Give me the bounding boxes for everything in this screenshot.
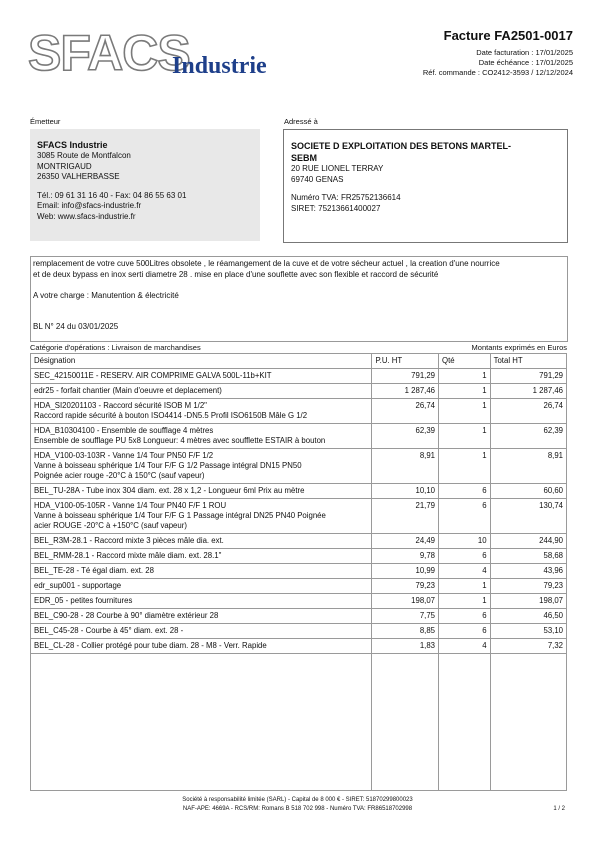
emitter-phone: Tél.: 09 61 31 16 40 - Fax: 04 86 55 63 01 — [37, 190, 187, 200]
table-filler-cell — [439, 654, 491, 791]
cell-unit-price: 21,79 — [372, 499, 439, 534]
header-quantity: Qté — [439, 354, 491, 369]
cell-total: 58,68 — [490, 549, 566, 564]
cell-quantity: 6 — [439, 624, 491, 639]
recipient-name: SOCIETE D EXPLOITATION DES BETONS MARTEL- — [291, 141, 512, 151]
table-row — [31, 499, 567, 534]
cell-unit-price: 1,83 — [372, 639, 439, 654]
cell-quantity: 6 — [439, 484, 491, 499]
cell-unit-price: 9,78 — [372, 549, 439, 564]
table-header-row — [31, 354, 567, 369]
company-logo-industrie: Industrie — [172, 53, 267, 79]
table-row — [31, 369, 567, 384]
table-row — [31, 424, 567, 449]
cell-designation: edr25 - forfait chantier (Main d'oeuvre et deplacement) — [31, 384, 372, 399]
emitter-email: Email: info@sfacs-industrie.fr — [37, 201, 142, 210]
cell-unit-price: 24,49 — [372, 534, 439, 549]
cell-designation: SEC_42150011E - RESERV. AIR COMPRIME GALVA 500L-11b+KIT — [31, 369, 372, 384]
currency-note: Montants exprimés en Euros — [471, 343, 567, 352]
emitter-label: Émetteur — [30, 117, 61, 126]
recipient-siret: SIRET: 75213661400027 — [291, 203, 381, 213]
cell-total: 791,29 — [490, 369, 566, 384]
table-filler-cell — [31, 654, 372, 791]
table-row — [31, 449, 567, 484]
header-designation: Désignation — [31, 354, 372, 369]
recipient-box — [283, 129, 568, 243]
cell-quantity: 6 — [439, 609, 491, 624]
table-row — [31, 639, 567, 654]
cell-quantity: 4 — [439, 564, 491, 579]
cell-designation: BEL_TU-28A - Tube inox 304 diam. ext. 28 x 1,2 - Longueur 6ml Prix au mètre — [31, 484, 372, 499]
cell-quantity: 1 — [439, 579, 491, 594]
operation-category: Catégorie d'opérations : Livraison de marchandises — [30, 343, 201, 352]
emitter-address2: MONTRIGAUD — [37, 161, 92, 171]
cell-quantity: 1 — [439, 594, 491, 609]
cell-total: 79,23 — [490, 579, 566, 594]
table-row — [31, 624, 567, 639]
table-row — [31, 399, 567, 424]
recipient-address2: 69740 GENAS — [291, 174, 344, 184]
cell-total: 198,07 — [490, 594, 566, 609]
cell-quantity: 4 — [439, 639, 491, 654]
emitter-web: Web: www.sfacs-industrie.fr — [37, 211, 136, 221]
delivery-note: BL N° 24 du 03/01/2025 — [33, 322, 119, 331]
description-box — [30, 256, 568, 342]
order-reference: Réf. commande : CO2412-3593 / 12/12/2024 — [422, 68, 573, 77]
cell-designation: EDR_05 - petites fournitures — [31, 594, 372, 609]
cell-quantity: 6 — [439, 549, 491, 564]
description-line: et de deux bypass en inox serti diametre 28 . mise en place d'une souflette avec son flexible et raccord de sécurité — [33, 270, 439, 279]
table-row — [31, 609, 567, 624]
cell-quantity: 1 — [439, 399, 491, 424]
cell-designation: BEL_C45-28 - Courbe à 45° diam. ext. 28 - — [31, 624, 372, 639]
table-row — [31, 484, 567, 499]
cell-quantity: 1 — [439, 424, 491, 449]
cell-designation: BEL_R3M-28.1 - Raccord mixte 3 pièces mâle dia. ext. — [31, 534, 372, 549]
cell-total: 8,91 — [490, 449, 566, 484]
cell-total: 7,32 — [490, 639, 566, 654]
items-body — [31, 369, 567, 791]
cell-unit-price: 26,74 — [372, 399, 439, 424]
emitter-address3: 26350 VALHERBASSE — [37, 172, 120, 181]
table-filler-row — [31, 654, 567, 791]
cell-total: 130,74 — [490, 499, 566, 534]
table-row — [31, 579, 567, 594]
cell-designation: BEL_TE-28 - Té égal diam. ext. 28 — [31, 564, 372, 579]
cell-designation: HDA_B10304100 - Ensemble de soufflage 4 mètres Ensemble de soufflage PU 5x8 Longueur: 4 mètres avec soufflette ESTAIR à bouton — [31, 424, 372, 449]
table-filler-cell — [490, 654, 566, 791]
cell-quantity: 1 — [439, 384, 491, 399]
table-row — [31, 594, 567, 609]
recipient-address1: 20 RUE LIONEL TERRAY — [291, 164, 384, 173]
cell-designation: edr_sup001 - supportage — [31, 579, 372, 594]
cell-total: 53,10 — [490, 624, 566, 639]
table-row — [31, 384, 567, 399]
invoice-due-date: Date échéance : 17/01/2025 — [478, 58, 573, 67]
cell-total: 26,74 — [490, 399, 566, 424]
cell-total: 43,96 — [490, 564, 566, 579]
emitter-box — [30, 129, 260, 241]
cell-unit-price: 8,85 — [372, 624, 439, 639]
cell-total: 60,60 — [490, 484, 566, 499]
cell-total: 1 287,46 — [490, 384, 566, 399]
cell-total: 46,50 — [490, 609, 566, 624]
cell-unit-price: 79,23 — [372, 579, 439, 594]
header-unit-price: P.U. HT — [372, 354, 439, 369]
footer-legal-2: NAF-APE: 4669A - RCS/RM: Romans B 518 702 998 - Numéro TVA: FR86518702998 — [182, 806, 413, 812]
cell-unit-price: 10,10 — [372, 484, 439, 499]
cell-unit-price: 62,39 — [372, 424, 439, 449]
table-row — [31, 564, 567, 579]
invoice-title: Facture FA2501-0017 — [443, 28, 573, 43]
cell-designation: HDA_SI20201103 - Raccord sécurité ISOB M 1/2" Raccord rapide sécurité à bouton ISO4414 -DN5.5 Profil ISO6150B Mâle G 1/2 — [31, 399, 372, 424]
cell-unit-price: 1 287,46 — [372, 384, 439, 399]
emitter-name: SFACS Industrie — [37, 140, 108, 150]
emitter-address1: 3085 Route de Montfalcon — [37, 151, 131, 160]
recipient-name-2: SEBM — [291, 153, 318, 163]
items-table — [30, 353, 567, 791]
cell-quantity: 6 — [439, 499, 491, 534]
cell-quantity: 1 — [439, 449, 491, 484]
recipient-label: Adressé à — [284, 117, 318, 126]
cell-unit-price: 198,07 — [372, 594, 439, 609]
table-row — [31, 549, 567, 564]
cell-unit-price: 10,99 — [372, 564, 439, 579]
description-charge: A votre charge : Manutention & électricité — [33, 291, 179, 300]
cell-unit-price: 7,75 — [372, 609, 439, 624]
cell-designation: BEL_RMM-28.1 - Raccord mixte mâle diam. ext. 28.1" — [31, 549, 372, 564]
page-number: 1 / 2 — [553, 806, 565, 812]
header-total: Total HT — [490, 354, 566, 369]
cell-designation: BEL_CL-28 - Collier protégé pour tube diam. 28 - M8 - Verr. Rapide — [31, 639, 372, 654]
cell-designation: HDA_V100-03-103R - Vanne 1/4 Tour PN50 F/F 1/2 Vanne à boisseau sphérique 1/4 Tour F/F G 1/2 Passage intégral DN15 PN50 Poignée acier rouge -20°C à 150°C (sauf vapeur) — [31, 449, 372, 484]
footer-legal-1: Société à responsabilité limitée (SARL) - Capital de 8 000 € - SIRET: 51870299800023 — [182, 797, 413, 803]
cell-unit-price: 791,29 — [372, 369, 439, 384]
cell-unit-price: 8,91 — [372, 449, 439, 484]
cell-total: 244,90 — [490, 534, 566, 549]
company-logo-sfacs: SFACS — [28, 25, 190, 81]
recipient-tva: Numéro TVA: FR25752136614 — [291, 193, 401, 202]
cell-quantity: 10 — [439, 534, 491, 549]
cell-designation: BEL_C90-28 - 28 Courbe à 90° diamètre extérieur 28 — [31, 609, 372, 624]
cell-quantity: 1 — [439, 369, 491, 384]
cell-total: 62,39 — [490, 424, 566, 449]
description-line: remplacement de votre cuve 500Litres obsolete , le réamangement de la cuve et de votre sécheur actuel , la creation d'une nourrice — [33, 259, 500, 268]
table-row — [31, 534, 567, 549]
invoice-date: Date facturation : 17/01/2025 — [476, 48, 573, 57]
table-filler-cell — [372, 654, 439, 791]
cell-designation: HDA_V100-05-105R - Vanne 1/4 Tour PN40 F/F 1 ROU Vanne à boisseau sphérique 1/4 Tour F/F G 1 Passage intégral DN25 PN40 Poignée acier ROUGE -20°C à +150°C (sauf vapeur) — [31, 499, 372, 534]
